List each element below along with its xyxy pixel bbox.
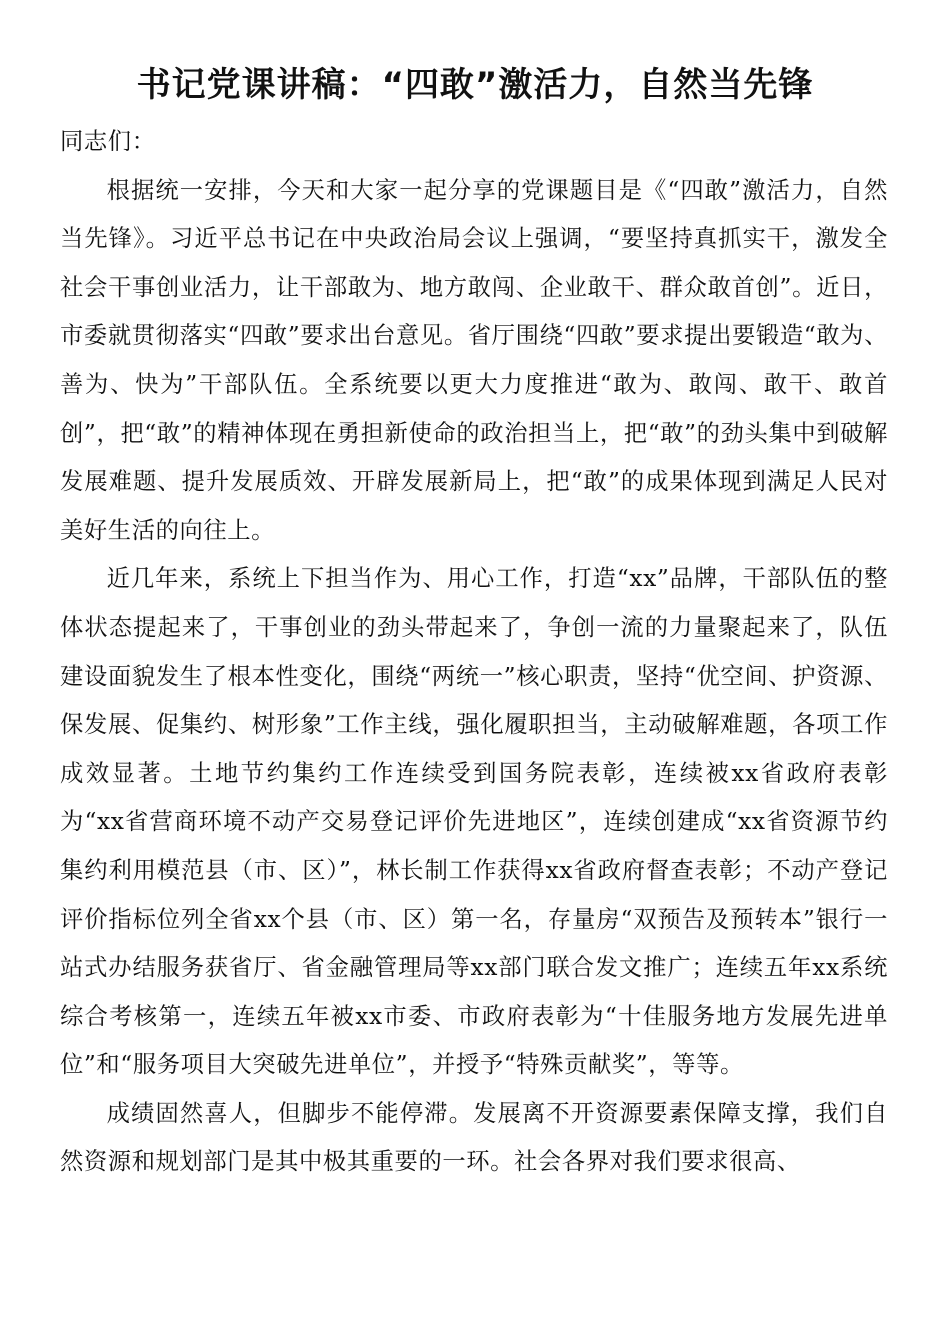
document-title: 书记党课讲稿：“四敢”激活力，自然当先锋 <box>136 65 814 105</box>
paragraph-achievements: 近几年来，系统上下担当作为、用心工作，打造“xx”品牌，干部队伍的整体状态提起来了，干事创业的劲头带起来了，争创一流的力量聚起来了，队伍建设面貌发生了根本性变化，围绕“两统一”核心职责，坚持“优空间、护资源、保发展、促集约、树形象”工作主线，强化履职担当，主动破解难题，各项工作成效显著。土地节约集约工作连续受到国务院表彰，连续被xx省政府表彰为“xx省营商环境不动产交易登记评价先进地区”，连续创建成“xx省资源节约集约利用模范县（市、区）”，林长制工作获得xx省政府督查表彰；不动产登记评价指标位列全省xx个县（市、区）第一名，存量房“双预告及预转本”银行一站式办结服务获省厅、省金融管理局等xx部门联合发文推广；连续五年xx系统综合考核第一，连续五年被xx市委、市政府表彰为“十佳服务地方发展先进单位”和“服务项目大突破先进单位”，并授予“特殊贡献奖”，等等。 <box>60 565 888 1079</box>
document-body <box>60 118 888 1187</box>
paragraph-intro: 根据统一安排，今天和大家一起分享的党课题目是《“四敢”激活力，自然当先锋》。习近平总书记在中央政治局会议上强调，“要坚持真抓实干，激发全社会干事创业活力，让干部敢为、地方敢闯、企业敢干、群众敢首创”。近日，市委就贯彻落实“四敢”要求出台意见。省厅围绕“四敢”要求提出要锻造“敢为、善为、快为”干部队伍。全系统要以更大力度推进“敢为、敢闯、敢干、敢首创”，把“敢”的精神体现在勇担新使命的政治担当上，把“敢”的劲头集中到破解发展难题、提升发展质效、开辟发展新局上，把“敢”的成果体现到满足人民对美好生活的向往上。 <box>60 176 888 544</box>
salutation: 同志们： <box>60 128 156 155</box>
paragraph-challenges: 成绩固然喜人，但脚步不能停滞。发展离不开资源要素保障支撑，我们自然资源和规划部门是其中极其重要的一环。社会各界对我们要求很高、 <box>60 1099 888 1176</box>
